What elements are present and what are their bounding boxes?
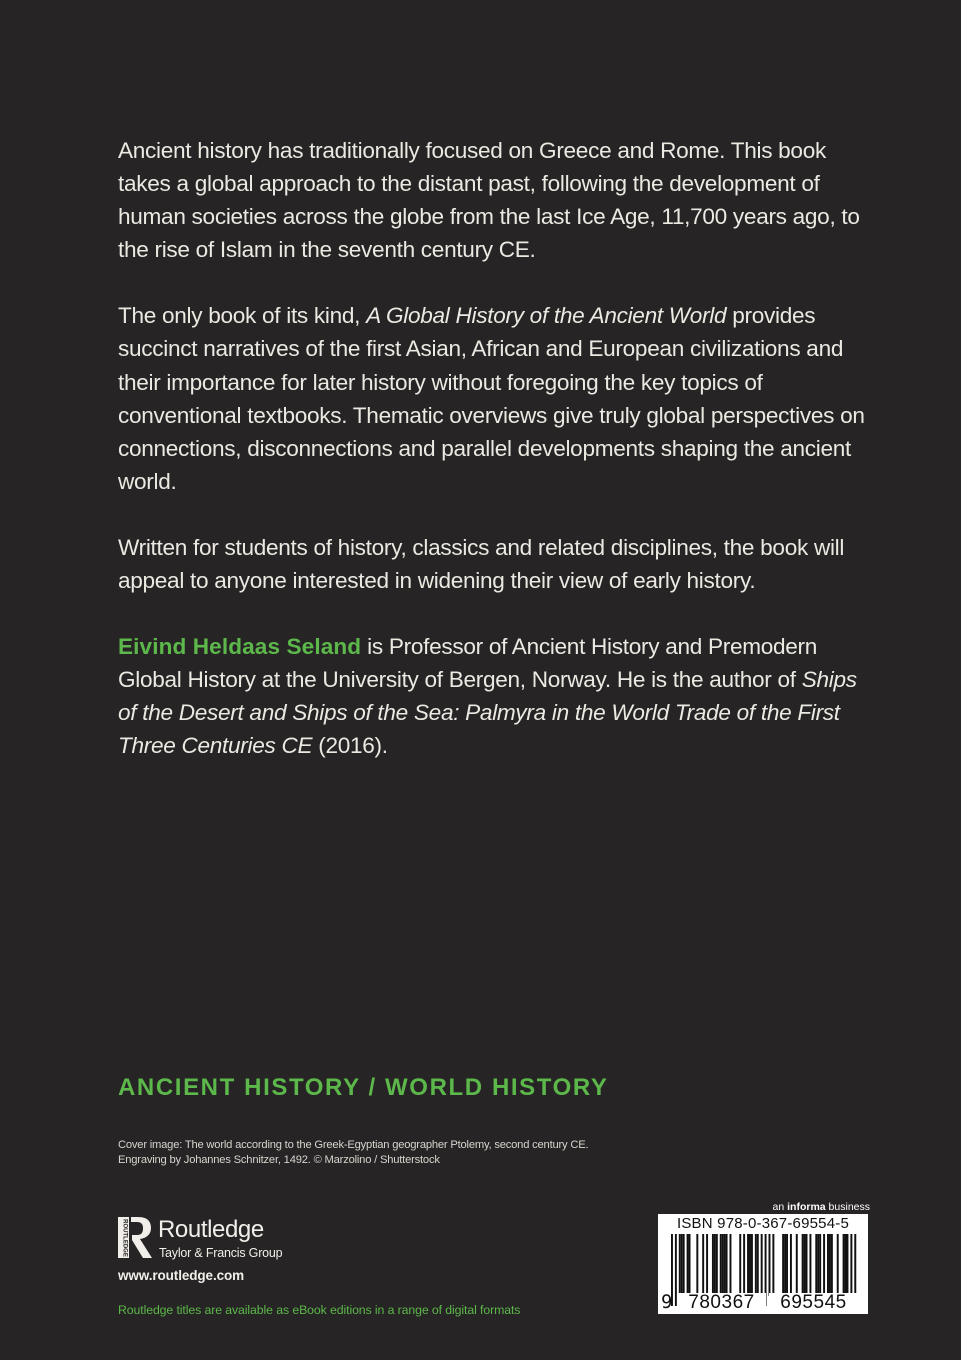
barcode-bar xyxy=(790,1234,792,1296)
publisher-block xyxy=(118,1214,338,1288)
blurb-paragraph-2 xyxy=(118,299,868,498)
barcode-bar xyxy=(815,1234,817,1296)
informa-business-label xyxy=(700,1201,870,1213)
subject-category: ANCIENT HISTORY / WORLD HISTORY xyxy=(118,1074,609,1101)
informa-suffix: business xyxy=(825,1201,870,1213)
barcode-bar xyxy=(730,1234,732,1296)
credit-line-2: Engraving by Johannes Schnitzer, 1492. © Marzolino / Shutterstock xyxy=(118,1153,440,1166)
barcode-bar xyxy=(712,1234,714,1296)
barcode-bar xyxy=(847,1234,849,1296)
blurb-paragraph-1: Ancient history has traditionally focused on Greece and Rome. This book takes a global approach to the distant past, following the development of human societies across the globe from the last Ice Age, 11,700 years ago, to the rise of Islam in the seventh century CE. xyxy=(118,138,860,263)
barcode-left-digits: 780367 xyxy=(677,1293,766,1313)
credit-line-1: Cover image: The world according to the Greek-Egyptian geographer Ptolemy, second century CE. xyxy=(118,1139,589,1151)
barcode-bar xyxy=(809,1234,811,1296)
author-bio-text: is Professor of Ancient History and Premodern Global History at the University of Bergen, Norway. He is the author of xyxy=(118,634,818,693)
barcode-bar xyxy=(681,1234,683,1296)
ebook-note: Routledge titles are available as eBook editions in a range of digital formats xyxy=(118,1303,521,1317)
barcode-bar xyxy=(843,1234,845,1296)
author-bio-end: (2016). xyxy=(312,733,388,759)
cover-image-credit xyxy=(118,1138,588,1167)
barcode-bar xyxy=(804,1234,806,1296)
barcode-bar xyxy=(679,1234,681,1296)
barcode-bar xyxy=(786,1234,788,1296)
barcode-bar xyxy=(755,1234,757,1296)
publisher-group: Taylor & Francis Group xyxy=(159,1246,283,1260)
informa-brand: informa xyxy=(787,1201,826,1213)
author-name: Eivind Heldaas Seland xyxy=(118,634,362,660)
author-bio xyxy=(118,630,868,762)
informa-prefix: an xyxy=(772,1201,788,1213)
barcode-bar xyxy=(722,1234,724,1296)
barcode-bar xyxy=(772,1234,774,1296)
barcode-bar xyxy=(802,1234,804,1296)
logo-lettering: ROUTLEDGE xyxy=(121,1219,128,1257)
isbn-barcode xyxy=(658,1214,868,1314)
barcode-bar xyxy=(696,1234,698,1296)
isbn-label: ISBN 978-0-367-69554-5 xyxy=(676,1215,849,1232)
back-cover-blurb xyxy=(118,134,868,763)
barcode-bar xyxy=(687,1234,689,1296)
barcode-bar xyxy=(784,1234,786,1296)
blurb-paragraph-3: Written for students of history, classics and related disciplines, the book will appeal to anyone interested in widening their view of early history. xyxy=(118,534,845,594)
barcode-bar xyxy=(817,1234,819,1296)
barcode-bar xyxy=(829,1234,831,1296)
barcode-bar xyxy=(706,1234,708,1296)
barcode-bar xyxy=(796,1234,798,1296)
blurb-p2-intro: The only book of its kind, xyxy=(118,303,367,329)
barcode-bar xyxy=(724,1234,726,1296)
barcode-bar xyxy=(720,1234,722,1296)
barcode-bar xyxy=(827,1234,829,1296)
barcode-bar xyxy=(747,1234,749,1296)
barcode-bar xyxy=(823,1234,825,1296)
barcode-bar xyxy=(806,1234,808,1296)
barcode-bar xyxy=(831,1234,833,1296)
previous-book-title: Ships of the Desert and Ships of the Sea: Palmyra in the World Trade of the First Three Centuries CE xyxy=(118,667,857,759)
barcode-bar xyxy=(716,1234,718,1296)
barcode-first-digit: 9 xyxy=(661,1291,673,1313)
barcode-bar xyxy=(757,1234,759,1296)
blurb-p2-rest: provides succinct narratives of the first Asian, African and European civilizations and their importance for later history without foregoing the key topics of conventional textbooks. Thematic overviews give truly global perspectives on connections, disconnections and parallel developments shaping the ancient world. xyxy=(118,303,865,494)
barcode-bar xyxy=(845,1234,847,1296)
barcode-bar xyxy=(739,1234,741,1296)
barcode-bar xyxy=(749,1234,751,1296)
routledge-logo-icon xyxy=(118,1214,154,1260)
publisher-name: Routledge xyxy=(158,1216,264,1243)
barcode-bar xyxy=(782,1234,784,1296)
barcode-bar xyxy=(683,1234,685,1296)
barcode-bar xyxy=(837,1234,839,1296)
publisher-url[interactable]: www.routledge.com xyxy=(118,1268,245,1283)
barcode-bar xyxy=(714,1234,716,1296)
barcode-bar xyxy=(726,1234,728,1296)
barcode-bar xyxy=(702,1234,704,1296)
barcode-right-digits: 695545 xyxy=(769,1293,858,1313)
barcode-bar xyxy=(743,1234,745,1296)
barcode-bar xyxy=(819,1234,821,1296)
barcode-bar xyxy=(751,1234,753,1296)
barcode-bar xyxy=(689,1234,691,1296)
barcode-bar xyxy=(769,1234,771,1296)
book-title: A Global History of the Ancient World xyxy=(366,303,727,329)
